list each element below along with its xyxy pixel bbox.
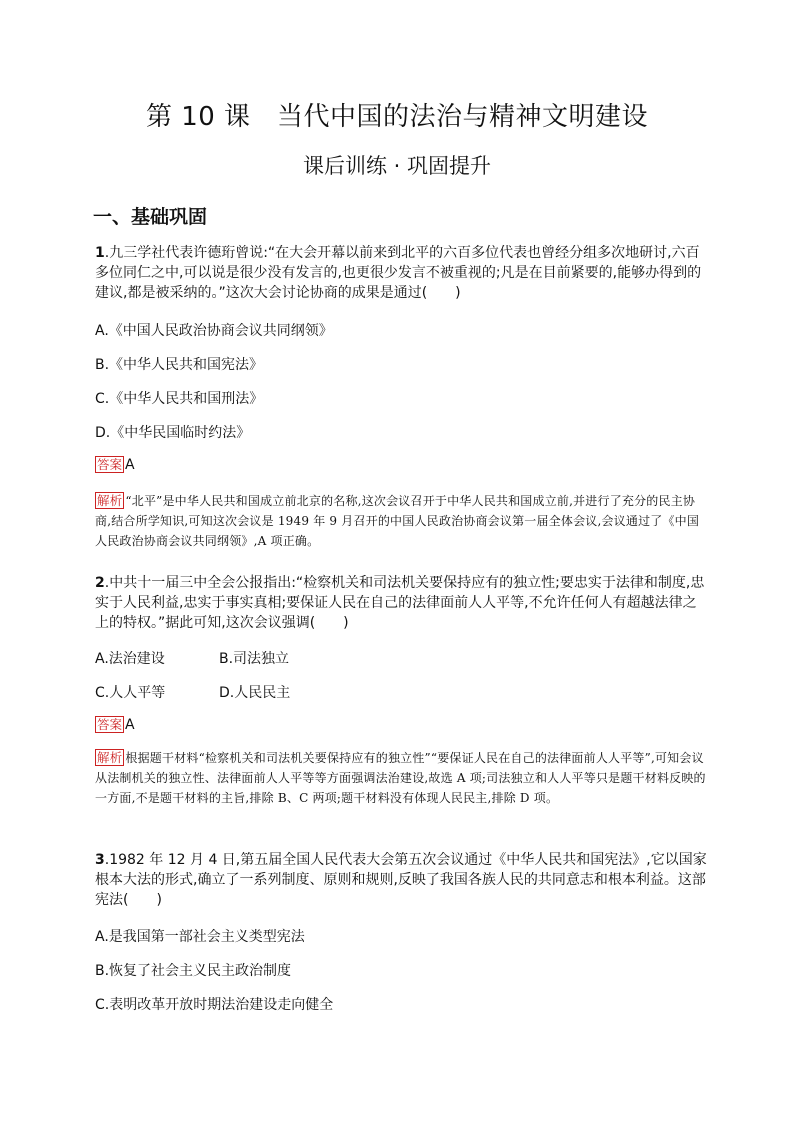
answer-tag: 答案 bbox=[97, 717, 123, 732]
q1-option-a: A.《中国人民政治协商会议共同纲领》 bbox=[95, 323, 333, 339]
analysis-tag: 解析 bbox=[97, 750, 123, 765]
lesson-subtitle: 课后训练 · 巩固提升 bbox=[302, 154, 492, 178]
analysis-text: 根据题干材料“检察机关和司法机关要保持应有的独立性”“要保证人民在自己的法律面前人人平等”,可知会议从法制机关的独立性、法律面前人人平等等方面强调法治建设,故选 A 项;司法独立和人人平等只是题干材料反映的一方面,不是题干材料的主旨,排除 B、C 两项;题干材料没有体现人民民主,排除 D 项。 bbox=[95, 751, 706, 805]
q2-analysis bbox=[95, 748, 707, 808]
q3-option-c: C.表明改革开放时期法治建设走向健全 bbox=[95, 997, 334, 1013]
q2-option-b: B.司法独立 bbox=[219, 651, 290, 667]
question-number: 1 bbox=[95, 245, 105, 261]
q1-analysis bbox=[95, 491, 707, 551]
answer-value: A bbox=[125, 717, 135, 733]
q1-option-d: D.《中华民国临时约法》 bbox=[95, 425, 251, 441]
analysis-text: “北平”是中华人民共和国成立前北京的名称,这次会议召开于中华人民共和国成立前,并进行了充分的民主协商,结合所学知识,可知这次会议是 1949 年 9 月召开的中国人民政治协商会议第一届全体会议,会议通过了《中国人民政治协商会议共同纲领》,A 项正确。 bbox=[95, 494, 700, 548]
q2-option-c: C.人人平等 bbox=[95, 685, 166, 701]
q2-option-d: D.人民民主 bbox=[219, 685, 291, 701]
q1-option-b: B.《中华人民共和国宪法》 bbox=[95, 357, 264, 373]
answer-value: A bbox=[125, 457, 135, 473]
question-text: .九三学社代表许德珩曾说:“在大会开幕以前来到北平的六百多位代表也曾经分组多次地研讨,六百多位同仁之中,可以说是很少没有发言的,也更很少发言不被重视的;凡是在目前紧要的,能够办得到的建议,都是被采纳的。”这次大会讨论协商的成果是通过( ) bbox=[95, 245, 702, 301]
q3-option-b: B.恢复了社会主义民主政治制度 bbox=[95, 963, 292, 979]
q1-option-c: C.《中华人民共和国刑法》 bbox=[95, 391, 264, 407]
question-3 bbox=[95, 850, 707, 910]
question-number: 3 bbox=[95, 852, 105, 868]
question-text: .1982 年 12 月 4 日,第五届全国人民代表大会第五次会议通过《中华人民共和国宪法》,它以国家根本大法的形式,确立了一系列制度、原则和规则,反映了我国各族人民的共同意志和根本利益。这部宪法( ) bbox=[95, 852, 707, 908]
question-text: .中共十一届三中全会公报指出:“检察机关和司法机关要保持应有的独立性;要忠实于法律和制度,忠实于人民利益,忠实于事实真相;要保证人民在自己的法律面前人人平等,不允许任何人有超越法律之上的特权。”据此可知,这次会议强调( ) bbox=[95, 575, 705, 631]
question-number: 2 bbox=[95, 575, 105, 591]
q2-option-a: A.法治建设 bbox=[95, 651, 165, 667]
section-heading: 一、基础巩固 bbox=[93, 206, 208, 228]
lesson-title: 第 10 课 当代中国的法治与精神文明建设 bbox=[145, 102, 649, 132]
q2-answer bbox=[95, 716, 135, 733]
answer-tag: 答案 bbox=[97, 457, 123, 472]
q1-answer bbox=[95, 456, 135, 473]
question-1 bbox=[95, 243, 707, 303]
analysis-tag: 解析 bbox=[97, 493, 123, 508]
question-2 bbox=[95, 573, 707, 633]
q3-option-a: A.是我国第一部社会主义类型宪法 bbox=[95, 929, 305, 945]
